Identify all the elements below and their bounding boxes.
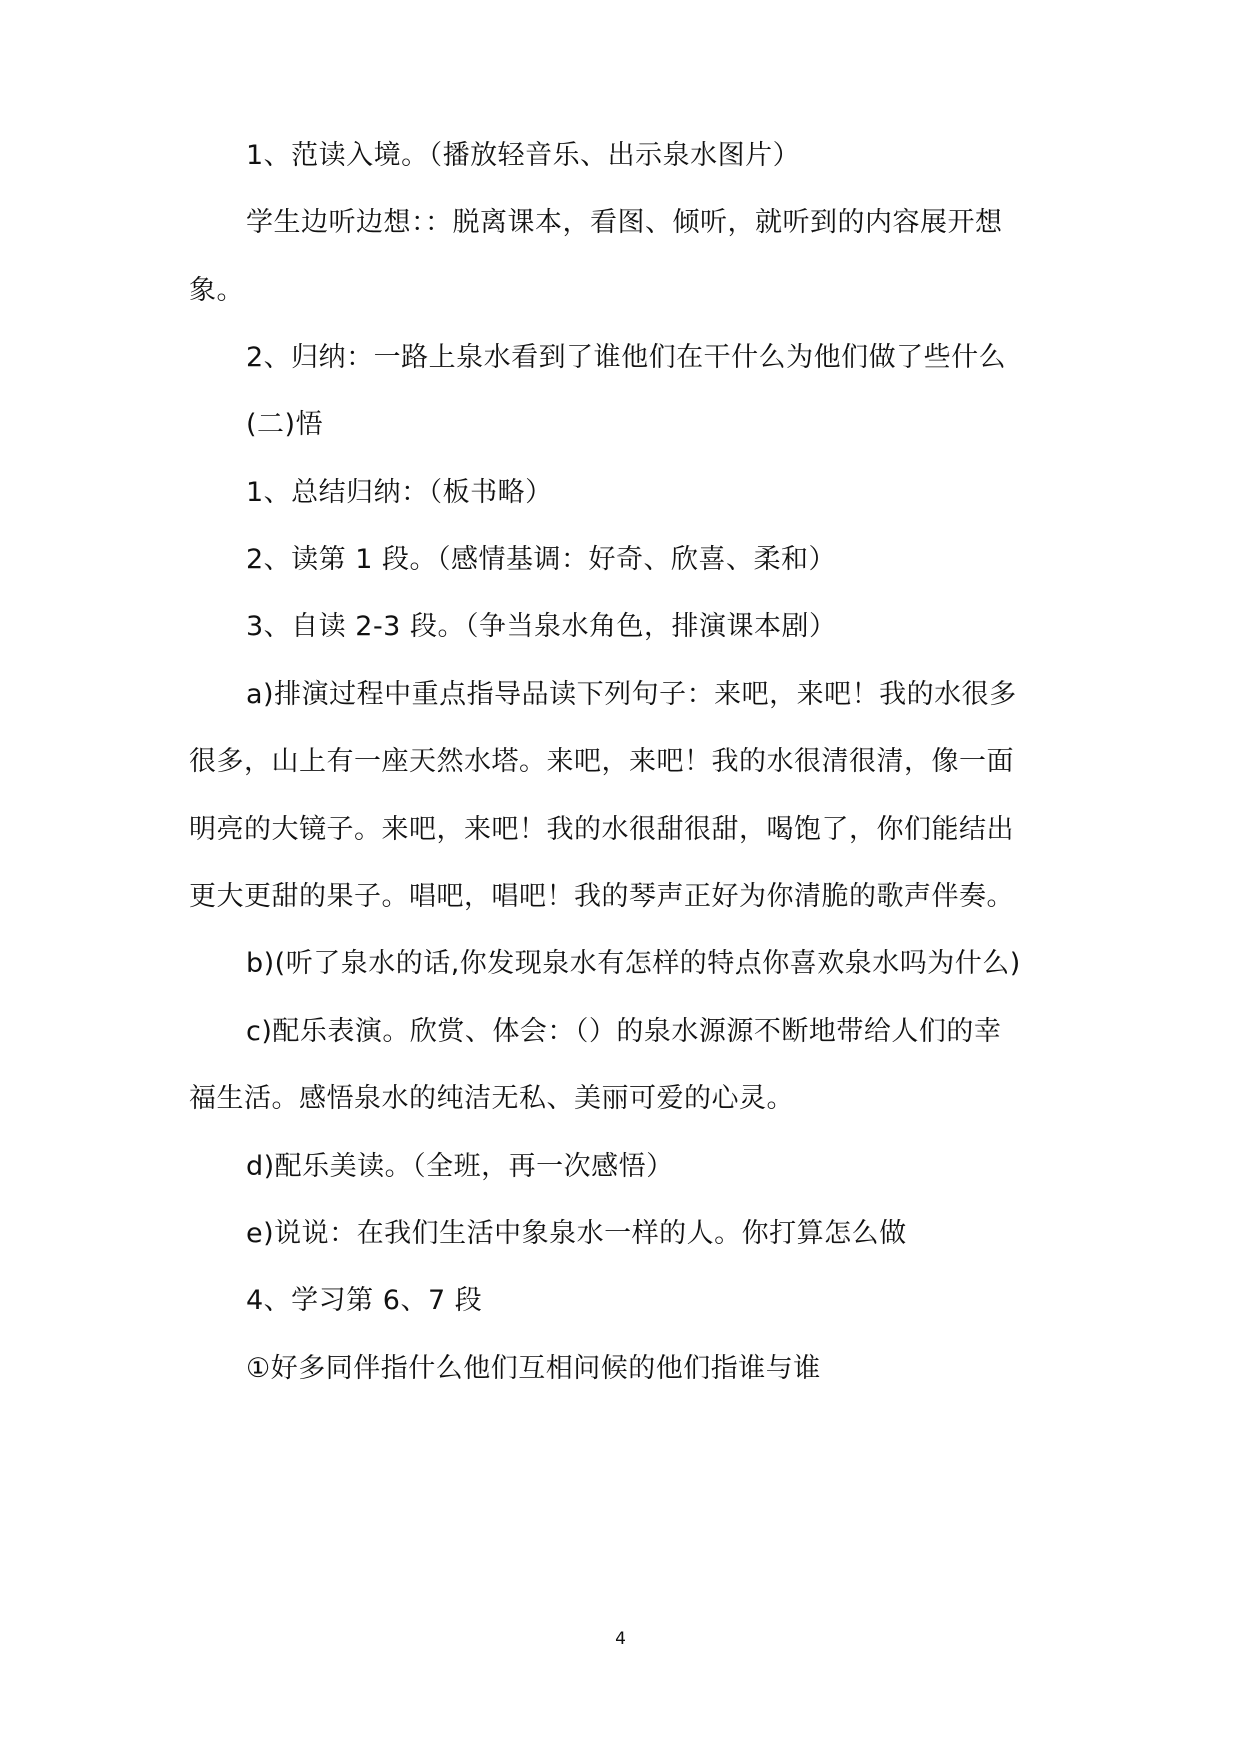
text-line: 3、自读 2-3 段。（争当泉水角色，排演课本剧） [246, 611, 837, 642]
text-line: 1、总结归纳：（板书略） [246, 477, 553, 508]
text-line: 1、范读入境。（播放轻音乐、出示泉水图片） [246, 140, 801, 171]
text-line: (二)悟 [246, 409, 324, 440]
text-line: 福生活。感悟泉水的纯洁无私、美丽可爱的心灵。 [189, 1083, 794, 1114]
text-line: a)排演过程中重点指导品读下列句子：来吧，来吧！我的水很多 [246, 679, 1017, 710]
text-line: 明亮的大镜子。来吧，来吧！我的水很甜很甜，喝饱了，你们能结出 [189, 814, 1014, 845]
text-line: b)(听了泉水的话,你发现泉水有怎样的特点你喜欢泉水吗为什么) [246, 948, 1021, 979]
text-line: d)配乐美读。（全班，再一次感悟） [246, 1151, 674, 1182]
text-line: c)配乐表演。欣赏、体会：（）的泉水源源不断地带给人们的幸 [246, 1016, 1002, 1047]
text-line: 2、读第 1 段。（感情基调：好奇、欣喜、柔和） [246, 544, 837, 575]
text-line: 象。 [189, 275, 244, 306]
text-line: 更大更甜的果子。唱吧，唱吧！我的琴声正好为你清脆的歌声伴奏。 [189, 881, 1014, 912]
text-line: 很多，山上有一座天然水塔。来吧，来吧！我的水很清很清，像一面 [189, 746, 1014, 777]
text-line: 2、归纳：一路上泉水看到了谁他们在干什么为他们做了些什么 [246, 342, 1007, 373]
text-line: e)说说：在我们生活中象泉水一样的人。你打算怎么做 [246, 1218, 907, 1249]
text-line: 学生边听边想：：脱离课本，看图、倾听，就听到的内容展开想 [246, 207, 1003, 238]
text-line: 4、学习第 6、7 段 [246, 1285, 483, 1316]
text-line: ①好多同伴指什么他们互相问候的他们指谁与谁 [246, 1353, 821, 1384]
page-number: 4 [615, 1629, 626, 1649]
